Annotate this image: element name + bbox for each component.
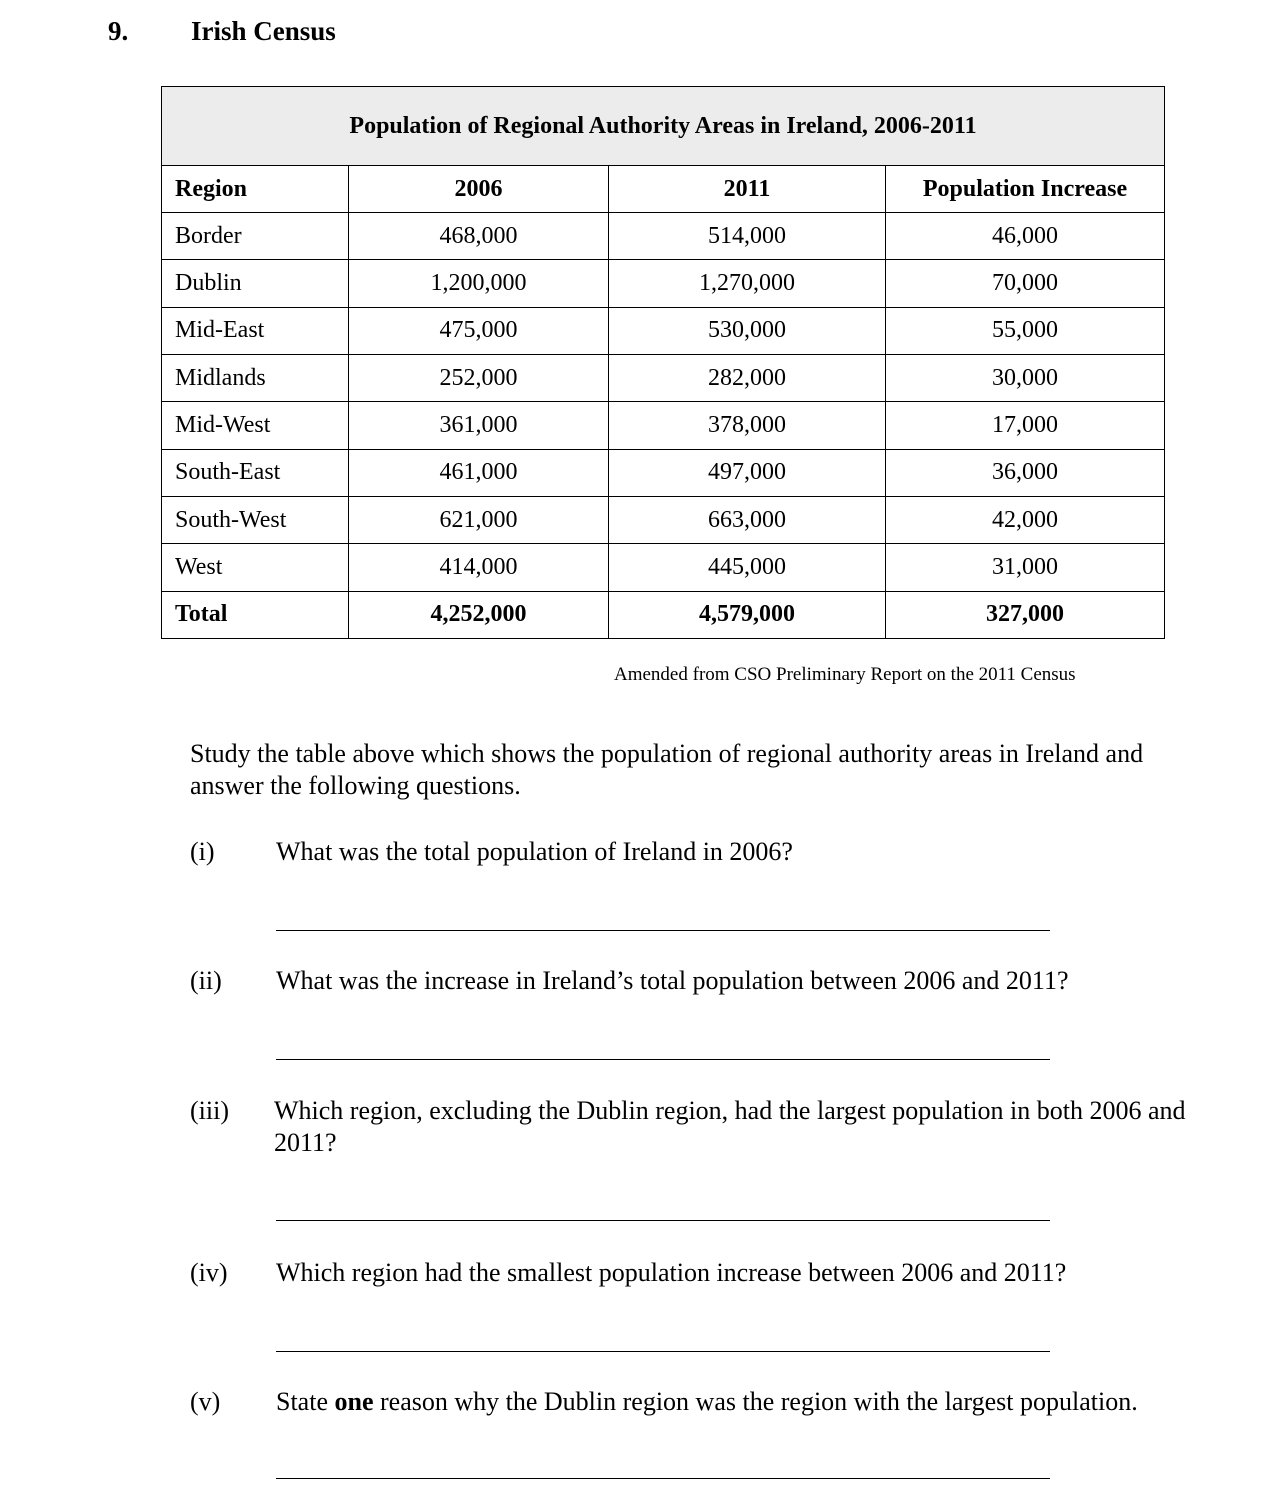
- answer-line-v[interactable]: [276, 1478, 1050, 1479]
- intro-text: Study the table above which shows the population of regional authority areas in Ireland and answer the following questions.: [190, 739, 1144, 800]
- cell-region: Total: [162, 591, 349, 638]
- table-total-row: [162, 591, 1165, 638]
- table-row: [162, 213, 1165, 260]
- table-row: [162, 307, 1165, 354]
- population-table: [161, 86, 1165, 639]
- answer-line-ii[interactable]: [276, 1059, 1050, 1060]
- table-caption: Population of Regional Authority Areas in Ireland, 2006-2011: [162, 87, 1165, 166]
- column-header-2011: 2011: [609, 166, 886, 213]
- table-row: [162, 260, 1165, 307]
- cell-increase: 46,000: [886, 213, 1165, 260]
- cell-region: South-West: [162, 496, 349, 543]
- subquestion-text-end: reason why the Dublin region was the region with the largest population.: [373, 1387, 1138, 1416]
- cell-region: Mid-West: [162, 402, 349, 449]
- cell-value-2006: 475,000: [349, 307, 609, 354]
- cell-region: Mid-East: [162, 307, 349, 354]
- subquestion-text: What was the total population of Ireland in 2006?: [276, 837, 793, 866]
- cell-value-2006: 252,000: [349, 354, 609, 401]
- cell-value-2006: 414,000: [349, 544, 609, 591]
- answer-line-iii[interactable]: [276, 1220, 1050, 1221]
- cell-value-2011: 514,000: [609, 213, 886, 260]
- cell-value-2006: 361,000: [349, 402, 609, 449]
- cell-value-2011: 4,579,000: [609, 591, 886, 638]
- cell-value-2011: 378,000: [609, 402, 886, 449]
- cell-region: South-East: [162, 449, 349, 496]
- subquestion-label: (ii): [190, 966, 222, 995]
- column-header-2006: 2006: [349, 166, 609, 213]
- cell-increase: 31,000: [886, 544, 1165, 591]
- cell-value-2011: 445,000: [609, 544, 886, 591]
- subquestion-label: (i): [190, 837, 215, 866]
- table-row: [162, 449, 1165, 496]
- cell-value-2011: 663,000: [609, 496, 886, 543]
- subquestion-text: Which region, excluding the Dublin region, had the largest population in both 2006 and 2011?: [274, 1096, 1186, 1157]
- table-row: [162, 496, 1165, 543]
- cell-increase: 36,000: [886, 449, 1165, 496]
- table-header-row: [162, 166, 1165, 213]
- cell-increase: 30,000: [886, 354, 1165, 401]
- cell-value-2006: 468,000: [349, 213, 609, 260]
- answer-line-iv[interactable]: [276, 1351, 1050, 1352]
- cell-increase: 42,000: [886, 496, 1165, 543]
- cell-increase: 55,000: [886, 307, 1165, 354]
- question-title: Irish Census: [191, 16, 336, 46]
- column-header-increase: Population Increase: [886, 166, 1165, 213]
- table-row: [162, 354, 1165, 401]
- cell-value-2006: 1,200,000: [349, 260, 609, 307]
- cell-value-2006: 4,252,000: [349, 591, 609, 638]
- cell-region: Border: [162, 213, 349, 260]
- subquestion-text: Which region had the smallest population increase between 2006 and 2011?: [276, 1258, 1067, 1287]
- subquestion-text-emphasis: one: [334, 1387, 374, 1416]
- cell-value-2011: 282,000: [609, 354, 886, 401]
- cell-increase: 70,000: [886, 260, 1165, 307]
- cell-region: West: [162, 544, 349, 591]
- cell-region: Dublin: [162, 260, 349, 307]
- cell-value-2011: 530,000: [609, 307, 886, 354]
- subquestion-text: What was the increase in Ireland’s total population between 2006 and 2011?: [276, 966, 1069, 995]
- table-row: [162, 402, 1165, 449]
- answer-line-i[interactable]: [276, 930, 1050, 931]
- cell-increase: 17,000: [886, 402, 1165, 449]
- subquestion-label: (iii): [190, 1096, 229, 1125]
- column-header-region: Region: [162, 166, 349, 213]
- subquestion-text: [276, 1386, 1221, 1418]
- table-row: [162, 544, 1165, 591]
- table-source-note: Amended from CSO Preliminary Report on the 2011 Census: [614, 664, 1076, 685]
- subquestion-text-start: State: [276, 1387, 335, 1416]
- cell-value-2006: 621,000: [349, 496, 609, 543]
- cell-region: Midlands: [162, 354, 349, 401]
- subquestion-label: (iv): [190, 1258, 228, 1287]
- subquestion-label: (v): [190, 1387, 221, 1416]
- cell-value-2011: 1,270,000: [609, 260, 886, 307]
- cell-value-2011: 497,000: [609, 449, 886, 496]
- cell-value-2006: 461,000: [349, 449, 609, 496]
- cell-increase: 327,000: [886, 591, 1165, 638]
- question-number: 9.: [108, 16, 129, 46]
